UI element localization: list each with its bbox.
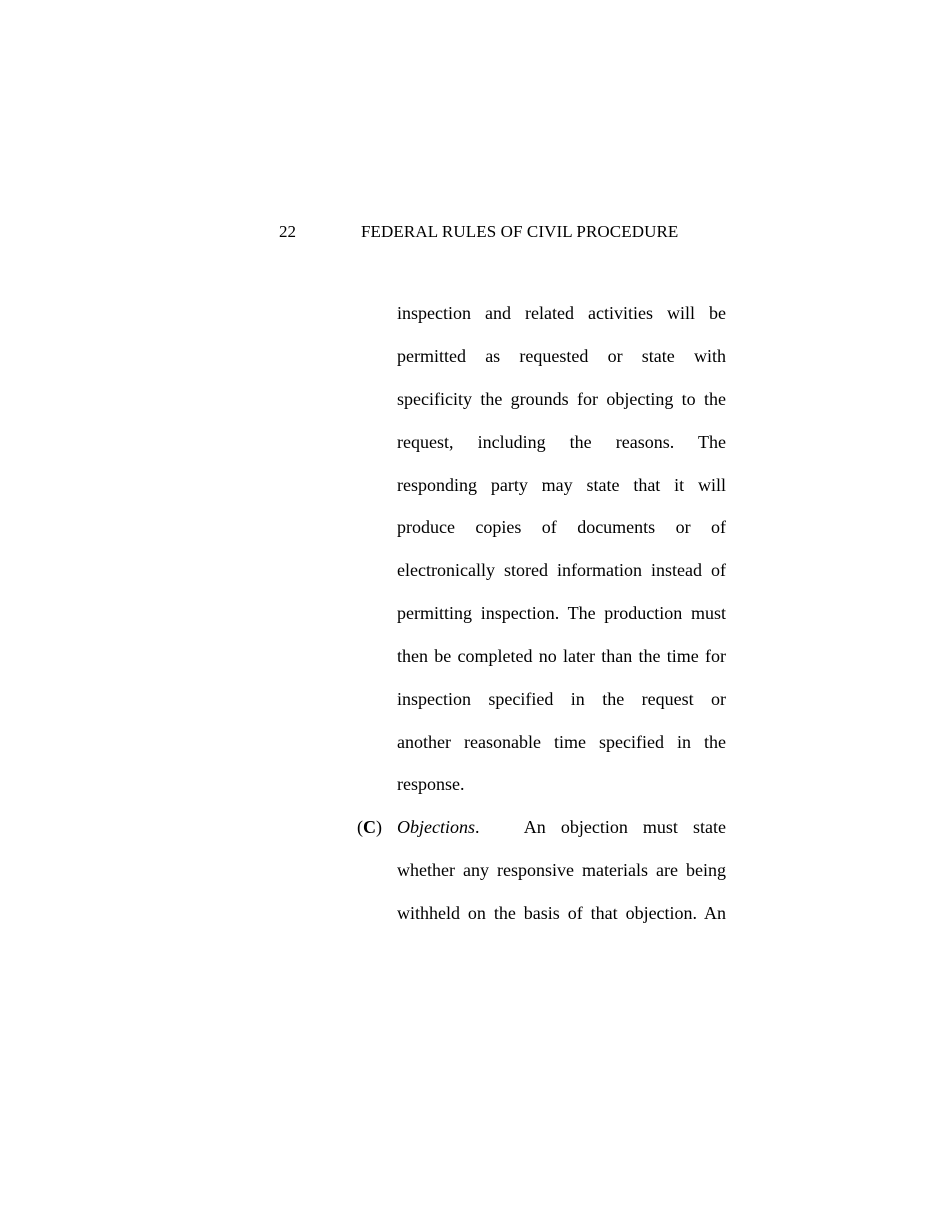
text-line: responding party may state that it will [397,475,726,495]
text-line: inspection specified in the request or [397,689,726,709]
text-line: another reasonable time specified in the [397,732,726,752]
running-title: FEDERAL RULES OF CIVIL PROCEDURE [361,222,679,241]
text-line: electronically stored information instead of [397,560,726,580]
item-label [357,815,382,839]
running-header [0,222,950,246]
item-label-close-paren: ) [376,817,382,837]
item-label-open-paren: ( [357,817,363,837]
first-line-text: An objection must state [479,817,726,837]
text-line: whether any responsive materials are being [397,860,726,880]
text-line: permitted as requested or state with [397,346,726,366]
item-label-letter: C [363,817,376,837]
text-line: produce copies of documents or of [397,517,726,537]
text-line: inspection and related activities will be [397,303,726,323]
item-heading: Objections [397,817,475,837]
text-line: response. [397,774,465,794]
text-line: withheld on the basis of that objection. An [397,903,726,923]
text-line: request, including the reasons. The [397,432,726,452]
text-line: specificity the grounds for objecting to the [397,389,726,409]
text-line: then be completed no later than the time for [397,646,726,666]
text-line: permitting inspection. The production must [397,603,726,623]
page-number: 22 [279,222,296,241]
heading-period: . [475,817,480,837]
item-c-first-line [397,815,726,839]
